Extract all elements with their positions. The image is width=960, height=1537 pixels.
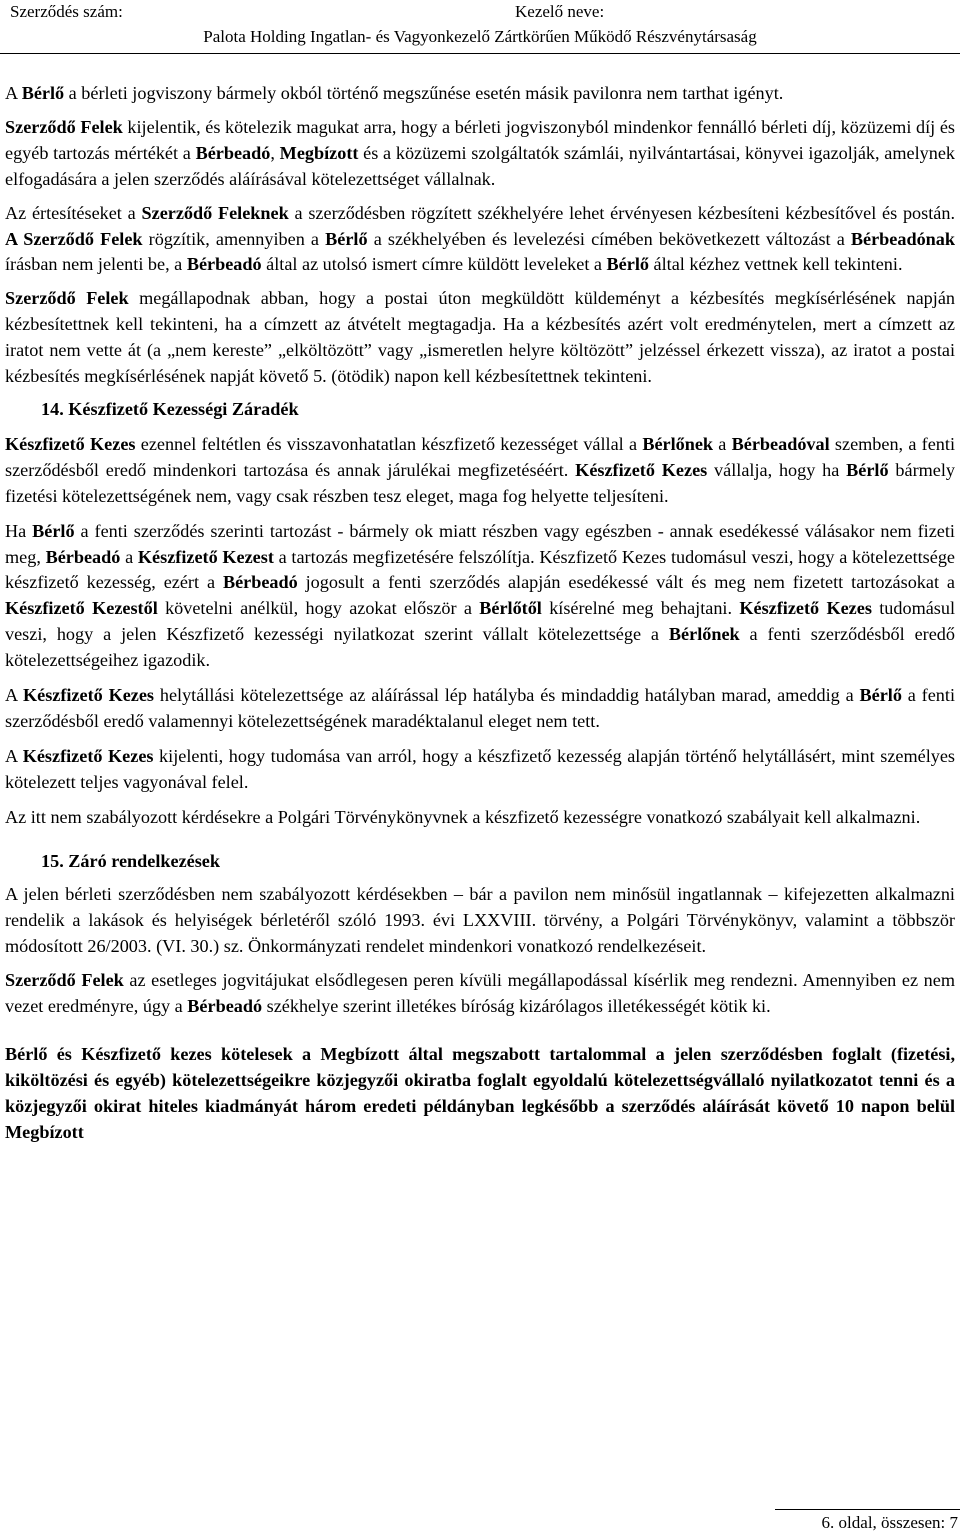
bold-text: Bérlő és Készfizető kezes kötelesek a Megbízott által megszabott tartalommal a jelen szerződésben foglalt (fizetési, kiköltözési és egyéb) kötelezettségeikre közjegyzői okiratba foglalt egyoldalú kötelezettségvállaló nyilatkozatot tenni és a közjegyzői okirat hiteles kiadmányát három eredeti példányban legkésőbb a szerződés aláírását követő 10 napon belül Megbízott — [5, 1044, 955, 1142]
bold-text: Készfizető Kezest — [137, 546, 274, 567]
section-heading — [5, 397, 955, 423]
bold-text: 14. Készfizető Kezességi Záradék — [41, 398, 299, 419]
bold-text: Készfizető Kezes — [575, 459, 708, 480]
contract-number-label: Szerződés szám: — [10, 2, 123, 21]
text: az esetleges jogvitájukat elsődlegesen peren kívüli megállapodással kísérlik meg rendezni. Amennyiben ez nem vezet eredményre, úgy a — [5, 970, 955, 1017]
text: Az itt nem szabályozott kérdésekre a Polgári Törvénykönyvnek a készfizető kezességre vonatkozó szabályait kell alkalmazni. — [5, 806, 921, 827]
text: , — [270, 142, 280, 163]
text: megállapodnak abban, hogy a postai úton megküldött küldeményt a kézbesítés megkísérlésének napján kézbesítettnek kell tekinteni, ha a címzett az átvételt megtagadja. Ha a kézbesítés azért volt eredménytelen, mert a címzett az iratot nem vette át (a „nem kereste” „elköltözött” vagy „ismeretlen helyre költözött” jelzéssel érkezett vissza), az iratot a postai kézbesítés megkísérlésének napját követő 5. (ötödik) napon kell kézbesítettnek tekinteni. — [5, 288, 955, 387]
text: a fenti szerződésből eredő valamennyi kötelezettségének maradéktalanul eleget nem tett. — [5, 685, 955, 731]
text: szemben, a fenti szerződésből eredő mindenkori tartozása és annak járulékai megfizetéséért. — [5, 433, 956, 480]
text: bármely fizetési kötelezettségének nem, vagy csak részben tesz eleget, maga fog helyette teljesíteni. — [5, 459, 955, 506]
footer-divider — [775, 1509, 960, 1510]
text: kijelentik, és kötelezik magukat arra, hogy a bérleti jogviszonyból mindenkor fennálló bérleti díj, közüzemi díj és egyéb tartozás mértékét a — [5, 116, 955, 163]
paragraph — [5, 683, 955, 735]
company-name: Palota Holding Ingatlan- és Vagyonkezelő Zártkörűen Működő Részvénytársaság — [203, 27, 757, 46]
bold-text: Szerződő Felek — [5, 970, 124, 991]
text: által kézhez vettnek kell tekinteni. — [648, 254, 903, 275]
text: írásban nem jelenti be, a — [5, 254, 187, 275]
bold-text: 15. Záró rendelkezések — [41, 850, 220, 871]
text: a — [120, 546, 138, 567]
bold-text: Bérbeadó — [222, 572, 298, 593]
paragraph — [5, 81, 955, 107]
bold-text: Szerződő Felek — [5, 288, 129, 309]
bold-text: Bérlőtől — [479, 598, 542, 619]
bold-text: Bérbeadó — [187, 996, 263, 1017]
paragraph — [5, 1042, 955, 1146]
text: által az utolsó ismert címre küldött leveleket a — [261, 254, 607, 275]
text: helytállási kötelezettsége az aláírással lép hatályba és mindaddig hatályban marad, ameddig a — [154, 685, 860, 706]
paragraph — [5, 286, 955, 390]
bold-text: Bérbeadó — [45, 546, 121, 567]
text: követelni anélkül, hogy azokat először a — [157, 598, 480, 619]
bold-text: Bérbeadó — [186, 254, 262, 275]
text: vállalja, hogy ha — [707, 459, 847, 480]
bold-text: Bérlő — [21, 83, 65, 103]
text: Az értesítéseket a — [5, 202, 142, 223]
header-row — [0, 2, 960, 24]
text: ezennel feltétlen és visszavonhatatlan készfizető kezességet vállal a — [135, 433, 643, 454]
text: Ha — [5, 520, 33, 541]
text: és a közüzemi szolgáltatók számlái, nyilvántartásai, könyvei igazolják, amelynek elfogadására a jelen szerződés aláírásával kötelezettséget vállalnak. — [5, 142, 956, 189]
text: a bérleti jogviszony bármely okból történő megszűnése esetén másik pavilonra nem tarthat igényt. — [64, 83, 784, 103]
paragraph — [5, 201, 955, 279]
paragraph — [5, 882, 955, 960]
paragraph — [5, 968, 955, 1020]
text: a szerződésben rögzített székhelyére lehet érvényesen kézbesíteni kézbesítővel és postán. — [288, 202, 955, 223]
text: tudomásul veszi, hogy a jelen Készfizető kezességi nyilatkozat szerint vállalt kötelezettsége a — [5, 598, 956, 645]
header-divider — [0, 53, 960, 54]
paragraph — [5, 805, 955, 831]
paragraph — [5, 744, 955, 796]
text: rögzítik, amennyiben a — [142, 228, 326, 249]
operator-name-label: Kezelő neve: — [515, 2, 605, 21]
bold-text: Bérbeadó — [195, 142, 271, 163]
bold-text: Készfizető Kezes — [739, 598, 872, 619]
text: A — [5, 83, 22, 103]
bold-text: Készfizető Kezes — [22, 685, 155, 706]
text: jogosult a fenti szerződés alapján esedékessé vált és meg nem fizetett tartozásokat a — [297, 572, 955, 593]
bold-text: Készfizető Kezes — [22, 745, 154, 766]
text: a tartozás megfizetésére felszólítja. Készfizető Kezes tudomásul veszi, hogy a kötelezettsége készfizető kezesség, ezért a — [5, 546, 955, 593]
text: A — [5, 685, 23, 706]
bold-text: Készfizető Kezestől — [5, 598, 158, 619]
bold-text: Készfizető Kezes — [5, 433, 136, 454]
bold-text: Bérbeadóval — [731, 433, 830, 454]
bold-text: A Szerződő Felek — [5, 228, 143, 249]
bold-text: Bérlőnek — [668, 624, 740, 645]
text: a fenti szerződésből eredő kötelezettségeihez igazodik. — [5, 624, 955, 671]
section-heading — [5, 849, 955, 875]
bold-text: Bérlő — [606, 254, 649, 275]
bold-text: Bérlő — [32, 520, 75, 541]
text: A jelen bérleti szerződésben nem szabályozott kérdésekben – bár a pavilon nem minősül ingatlannak – kifejezetten alkalmazni rendelik a lakások és helyiségek bérletéről szóló 1993. évi LXXVIII. törvény, a Polgári Törvénykönyv, valamint a többször módosított 26/2003. (VI. 30.) sz. Önkormányzati rendelet mindenkori vonatkozó rendelkezéseit. — [5, 884, 955, 957]
bold-text: Bérbeadónak — [850, 228, 955, 249]
bold-text: Bérlő — [846, 459, 889, 480]
paragraph — [5, 432, 955, 510]
bold-text: Megbízott — [279, 142, 359, 163]
paragraph — [5, 115, 955, 193]
text: a — [713, 433, 732, 454]
text: kísérelné meg behajtani. — [541, 598, 740, 619]
text: a fenti szerződés szerinti tartozást - bármely ok miatt részben vagy egészben - annak esedékessé válásakor nem fizeti meg, — [5, 520, 955, 567]
text: kijelenti, hogy tudomása van arról, hogy a készfizető kezesség alapján történő helytállásért, mint személyes kötelezett teljes vagyonával felel. — [5, 745, 956, 792]
bold-text: Bérlő — [325, 228, 368, 249]
bold-text: Bérlőnek — [642, 433, 714, 454]
bold-text: Szerződő Felek — [5, 116, 123, 137]
paragraph — [5, 519, 955, 674]
page-number: 6. oldal, összesen: 7 — [821, 1513, 958, 1532]
bold-text: Bérlő — [859, 685, 902, 706]
text: A — [5, 745, 23, 766]
text: a székhelyében és levelezési címében bekövetkezett változást a — [367, 228, 851, 249]
document-body — [5, 73, 955, 1146]
text: székhelye szerint illetékes bíróság kizárólagos illetékességét kötik ki. — [262, 996, 771, 1017]
bold-text: Szerződő Feleknek — [141, 202, 289, 223]
